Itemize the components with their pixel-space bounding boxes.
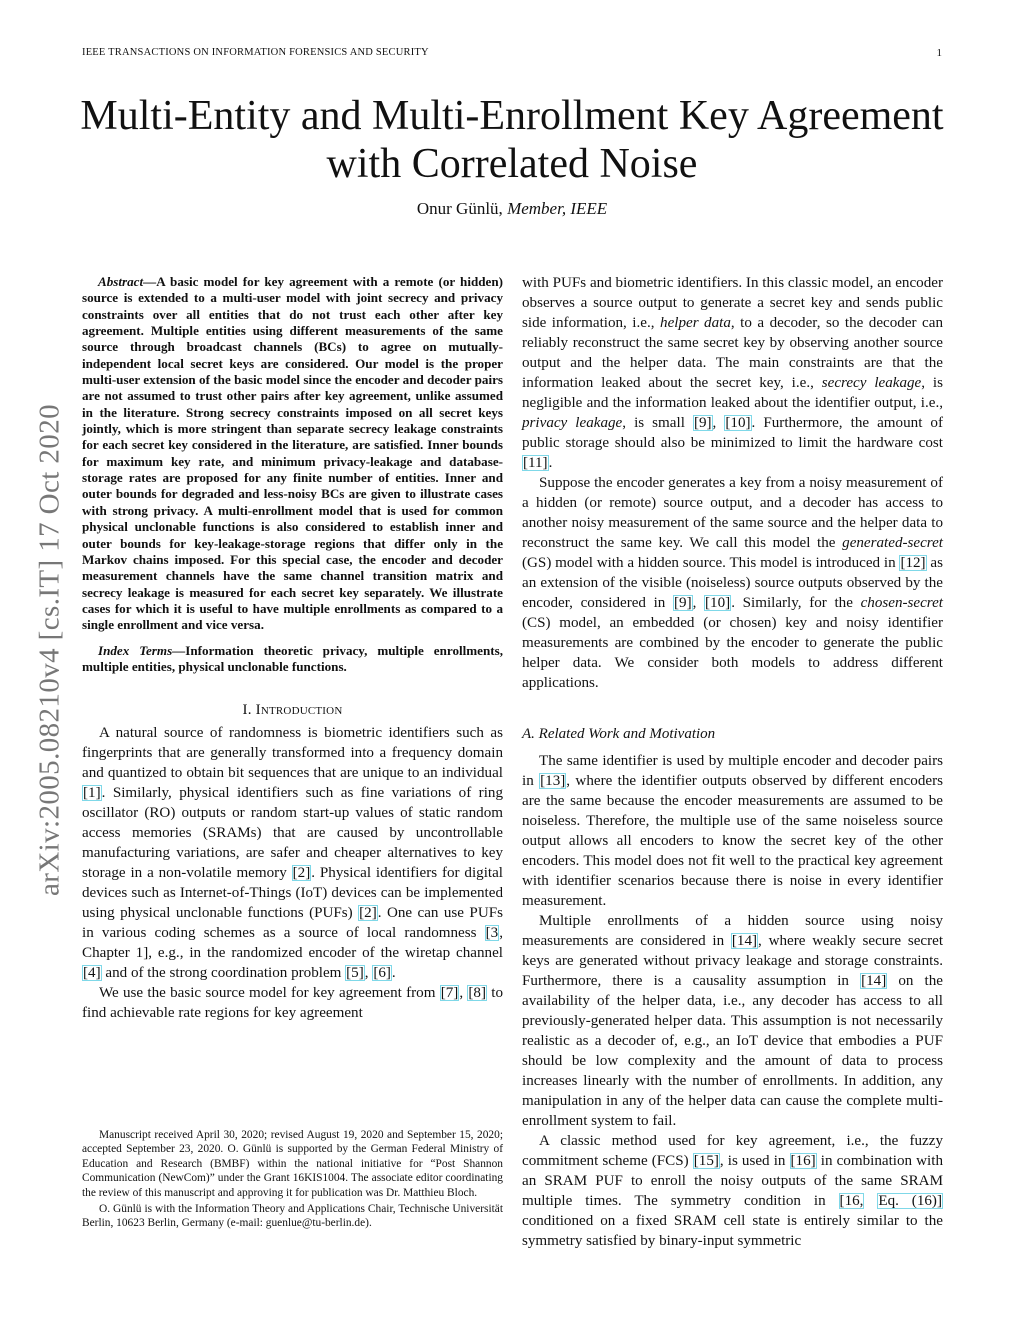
text-run: conditioned on a fixed SRAM cell state is entirely similar to the symmetry satisfied by binary-input symmetric — [522, 1213, 943, 1249]
text-run: (GS) model with a hidden source. This model is introduced in — [522, 555, 900, 571]
citation-link[interactable]: [13] — [540, 773, 566, 789]
emphasis: helper data — [660, 315, 731, 331]
text-run — [864, 1193, 877, 1209]
intro-paragraph-1 — [82, 723, 503, 983]
running-head: IEEE TRANSACTIONS ON INFORMATION FORENSICS AND SECURITY — [82, 47, 429, 58]
page-number: 1 — [936, 47, 942, 59]
citation-link[interactable]: [6] — [373, 965, 391, 982]
citation-link[interactable]: [5] — [346, 965, 364, 982]
section-heading-introduction — [82, 702, 503, 719]
citation-link[interactable]: [11] — [523, 455, 548, 471]
citation-link[interactable]: [4] — [83, 965, 101, 982]
text-run: The same identifier is used by multiple encoder and decoder pairs in — [522, 753, 943, 789]
text-run: . Similarly, physical identifiers such as fine variations of ring oscillator (RO) outputs or random start-up values of static random access memories (SRAMs) that are caused by uncontrollable manufacturing variations, are safer and cheaper alternatives to key storage in a non-volatile memory — [82, 785, 503, 882]
citation-link[interactable]: [2] — [359, 905, 377, 922]
paper-title — [60, 92, 964, 188]
text-run: . — [391, 965, 396, 982]
emphasis: secrecy leakage — [821, 375, 922, 391]
citation-link[interactable]: [10] — [705, 595, 731, 611]
author-line — [60, 199, 964, 219]
text-run: , — [459, 985, 468, 1002]
text-run: , is negligible and the information leaked about the identifier output, i.e., — [522, 375, 943, 411]
right-paragraph-4 — [522, 911, 943, 1131]
citation-link[interactable]: [9] — [693, 415, 712, 431]
right-paragraph-5 — [522, 1131, 943, 1251]
intro-paragraph-2 — [82, 983, 503, 1023]
title-line-1: Multi-Entity and Multi-Enrollment Key Agreement — [80, 93, 944, 139]
citation-link[interactable]: [16] — [790, 1153, 816, 1169]
right-column — [522, 273, 943, 1251]
text-run: A classic method used for key agreement, i.e., the fuzzy commitment scheme (FCS) — [522, 1133, 943, 1169]
abstract — [82, 274, 503, 634]
citation-link[interactable]: [12] — [900, 555, 926, 571]
right-paragraph-1 — [522, 273, 943, 473]
text-run: . Physical identifiers for digital devices such as Internet-of-Things (IoT) devices can be implemented using physical unclonable functions (PUFs) — [82, 865, 503, 922]
author-name: Onur Günlü, — [416, 199, 503, 218]
citation-link[interactable]: [16, — [839, 1193, 864, 1209]
index-terms — [82, 643, 503, 676]
title-line-2: with Correlated Noise — [326, 141, 698, 187]
text-run: Multiple enrollments of a hidden source using noisy measurements are considered in — [522, 913, 943, 949]
section-title: Introduction — [255, 702, 343, 719]
citation-link[interactable]: [14] — [861, 973, 887, 989]
citation-link[interactable]: [1] — [83, 785, 101, 802]
text-run: We use the basic source model for key agreement from — [99, 985, 440, 1002]
citation-link[interactable]: Eq. (16)] — [878, 1193, 942, 1209]
footnotes — [82, 1128, 503, 1233]
text-run: to find achievable rate regions for key agreement — [82, 985, 504, 1022]
right-paragraph-2 — [522, 473, 943, 693]
text-run: , where weakly secure secret keys are generated without privacy leakage and storage constraints. Furthermore, there is a causality assumption in — [522, 933, 944, 989]
text-run: . Furthermore, the amount of public storage should also be minimized to limit the hardware cost — [522, 415, 944, 451]
text-run: as an extension of the visible (noiseless) source outputs observed by the encoder, considered in — [522, 555, 943, 611]
citation-link[interactable]: [15] — [693, 1153, 719, 1169]
text-run: , to a decoder, so the decoder can reliably reconstruct the same secret key by observing another source output and the helper data. The main constraints are that the information leaked about the secret key, i.e., — [522, 315, 943, 391]
subsection-heading: A. Related Work and Motivation — [522, 726, 716, 742]
text-run: , Chapter 1], e.g., in the randomized encoder of the wiretap channel — [82, 925, 503, 962]
citation-link[interactable]: [7] — [440, 985, 459, 1002]
index-terms-label: Index Terms— — [98, 642, 186, 658]
section-numeral: I. — [242, 702, 256, 719]
author-affiliation: Member, IEEE — [507, 199, 608, 218]
arxiv-stamp[interactable]: arXiv:2005.08210v4 [cs.IT] 17 Oct 2020 — [33, 403, 66, 897]
emphasis: privacy leakage — [522, 415, 623, 431]
left-column — [82, 274, 503, 1023]
text-run: . — [548, 455, 553, 471]
citation-link[interactable]: [9] — [674, 595, 692, 611]
text-run: Suppose the encoder generates a key from a noisy measurement of a hidden (or remote) source output, and a decoder has access to another noisy measurement of the same source and the helper data to reconstruct the same key. We call this model the — [522, 475, 943, 551]
text-run: and of the strong coordination problem — [101, 965, 346, 982]
index-terms-text: Information theoretic privacy, multiple enrollments, multiple entities, physical unclonable functions. — [82, 642, 504, 674]
emphasis: generated-secret — [842, 535, 943, 551]
text-run: , — [364, 965, 373, 982]
text-run: A natural source of randomness is biometric identifiers such as fingerprints that are generally transformed into a frequency domain and quantized to obtain bit sequences that are unique to an individual — [82, 725, 503, 782]
citation-link[interactable]: [2] — [292, 865, 311, 882]
text-run: , where the identifier outputs observed by different encoders are the same because the encoder measurements are assumed to be noiseless. Therefore, the multiple use of the same noiseless source output allows all encoders to know the secret key of the other encoders. This model does not fit well to the practical key agreement with identifier scenarios because there is noise in every identifier measurement. — [522, 773, 944, 909]
text-run: in combination with an SRAM PUF to enroll the noisy outputs of the same SRAM multiple times. The symmetry condition in — [522, 1153, 943, 1209]
text-run: , — [692, 595, 705, 611]
text-run: with PUFs and biometric identifiers. In this classic model, an encoder observes a source output to generate a secret key and sends public side information, i.e., — [522, 275, 943, 331]
text-run: , is small — [622, 415, 693, 431]
text-run: (CS) model, an embedded (or chosen) key and noisy identifier measurements are combined by the encoder to generate the public helper data. We consider both models to address different applications. — [522, 615, 943, 691]
citation-link[interactable]: [8] — [468, 985, 486, 1002]
text-run: on the availability of the helper data, i.e., any decoder has access to all previously-generated helper data. This assumption is not necessarily realistic as a decoder of, e.g., an IoT device that embodies a PUF should be low complexity and the amount of data to process increases linearly with the number of enrollments. In addition, any manipulation in any of the helper data can cause the complete multi-enrollment system to fail. — [522, 973, 943, 1129]
right-paragraph-3 — [522, 751, 943, 911]
citation-link[interactable]: [10] — [725, 415, 751, 431]
text-run: . One can use PUFs in various coding schemes as a source of local randomness — [82, 905, 503, 942]
footnote-manuscript: Manuscript received April 30, 2020; revised August 19, 2020 and September 15, 2020; accepted September 23, 2020. O. Günlü is supported by the German Federal Ministry of Education and Research (BMBF) within the national initiative for “Post Shannon Communication (NewCom)” under the Grant 16KIS1004. The associate editor coordinating the review of this manuscript and approving it for publication was Dr. Matthieu Bloch. — [82, 1129, 503, 1199]
abstract-text: A basic model for key agreement with a remote (or hidden) source is extended to a multi-user model with joint secrecy and privacy constraints over all entities that do not trust each other after key agreement. Multiple entities using different measurements of the same source through broadcast channels (BCs) to agree on mutually-independent local secret keys are considered. Our model is the proper multi-user extension of the basic model since the encoder and decoder pairs are not assumed to trust other pairs after key agreement, unlike assumed in the literature. Strong secrecy constraints imposed on all secret keys jointly, which is more stringent than separate secrecy leakage constraints for each secret key considered in the literature, are satisfied. Inner bounds for maximum key rate, and minimum privacy-leakage and database-storage rates are proposed for any finite number of entities. Inner and outer bounds for degraded and less-noisy BCs are given to illustrate cases with strong privacy. A multi-enrollment model that is used for common physical unclonable functions is also considered to establish inner and outer bounds for key-leakage-storage regions that differ only in the Markov chains imposed. For this special case, the encoder and decoder measurement channels have the same channel transition matrix and secrecy leakage is measured for each secret key separately. We illustrate cases for which it is useful to have multiple enrollments as compared to a single enrollment and vice versa. — [82, 274, 503, 633]
citation-link[interactable]: [14] — [731, 933, 758, 949]
emphasis: chosen-secret — [860, 595, 943, 611]
abstract-label: Abstract— — [98, 274, 157, 289]
citation-link[interactable]: [3 — [485, 925, 499, 942]
text-run: , is used in — [719, 1153, 790, 1169]
text-run: , — [712, 415, 725, 431]
text-run: . Similarly, for the — [731, 595, 861, 611]
footnote-affiliation: O. Günlü is with the Information Theory and Applications Chair, Technische Universität Berlin, 10623 Berlin, Germany (e-mail: guenlue@tu-berlin.de). — [82, 1203, 503, 1230]
